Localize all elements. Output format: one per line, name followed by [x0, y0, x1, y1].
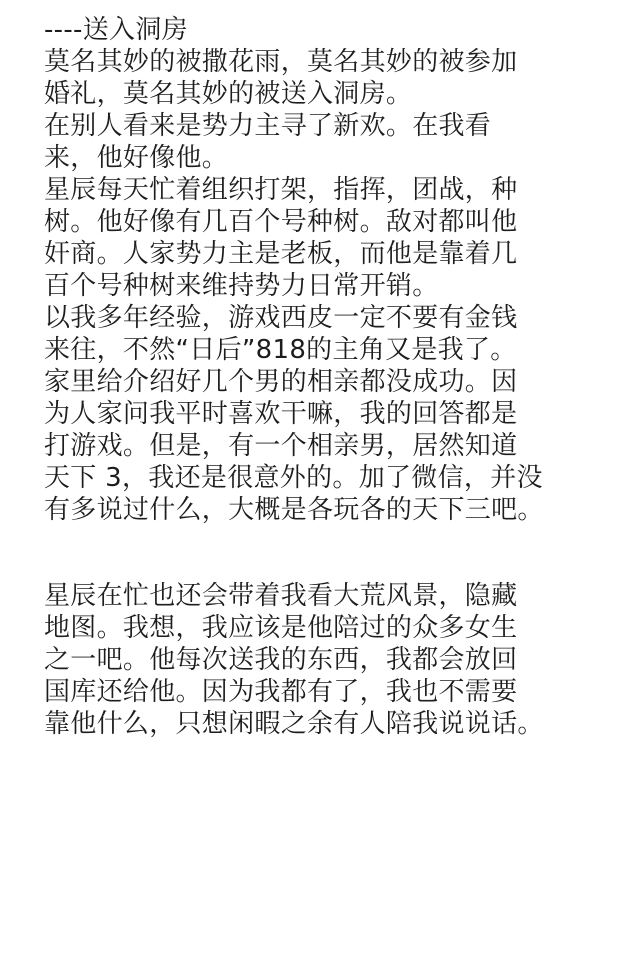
text-line: 婚礼，莫名其妙的被送入洞房。 — [44, 79, 413, 109]
text-line: 在别人看来是势力主寻了新欢。在我看 — [44, 111, 492, 141]
paragraph-spacer — [44, 526, 629, 580]
text-line: 百个号种树来维持势力日常开销。 — [44, 271, 439, 301]
paragraph-5 — [44, 366, 629, 526]
paragraph-3 — [44, 174, 629, 302]
text-line: 天下 3，我还是很意外的。加了微信，并没 — [44, 463, 543, 493]
text-line: 打游戏。但是，有一个相亲男，居然知道 — [44, 431, 518, 461]
text-line: 有多说过什么，大概是各玩各的天下三吧。 — [44, 495, 544, 525]
paragraph-4 — [44, 302, 629, 366]
text-line: 来往，不然“日后”818的主角又是我了。 — [44, 335, 517, 365]
text-line: 星辰每天忙着组织打架，指挥，团战，种 — [44, 175, 518, 205]
text-line: 莫名其妙的被撒花雨，莫名其妙的被参加 — [44, 47, 518, 77]
text-line: 以我多年经验，游戏西皮一定不要有金钱 — [44, 303, 518, 333]
text-line: 星辰在忙也还会带着我看大荒风景，隐藏 — [44, 581, 518, 611]
document-title: ----送入洞房 — [44, 15, 188, 45]
text-line: 为人家问我平时喜欢干嘛，我的回答都是 — [44, 399, 518, 429]
text-line: 来，他好像他。 — [44, 143, 229, 173]
document-body — [44, 14, 629, 740]
text-line: 地图。我想，我应该是他陪过的众多女生 — [44, 613, 518, 643]
paragraph-1 — [44, 46, 629, 110]
text-line: 家里给介绍好几个男的相亲都没成功。因 — [44, 367, 518, 397]
text-line: 奸商。人家势力主是老板，而他是靠着几 — [44, 239, 518, 269]
text-line: 之一吧。他每次送我的东西，我都会放回 — [44, 645, 518, 675]
text-line: 靠他什么，只想闲暇之余有人陪我说说话。 — [44, 709, 544, 739]
paragraph-2 — [44, 110, 629, 174]
text-line: 国库还给他。因为我都有了，我也不需要 — [44, 677, 518, 707]
paragraph-6 — [44, 580, 629, 740]
text-line: 树。他好像有几百个号种树。敌对都叫他 — [44, 207, 518, 237]
